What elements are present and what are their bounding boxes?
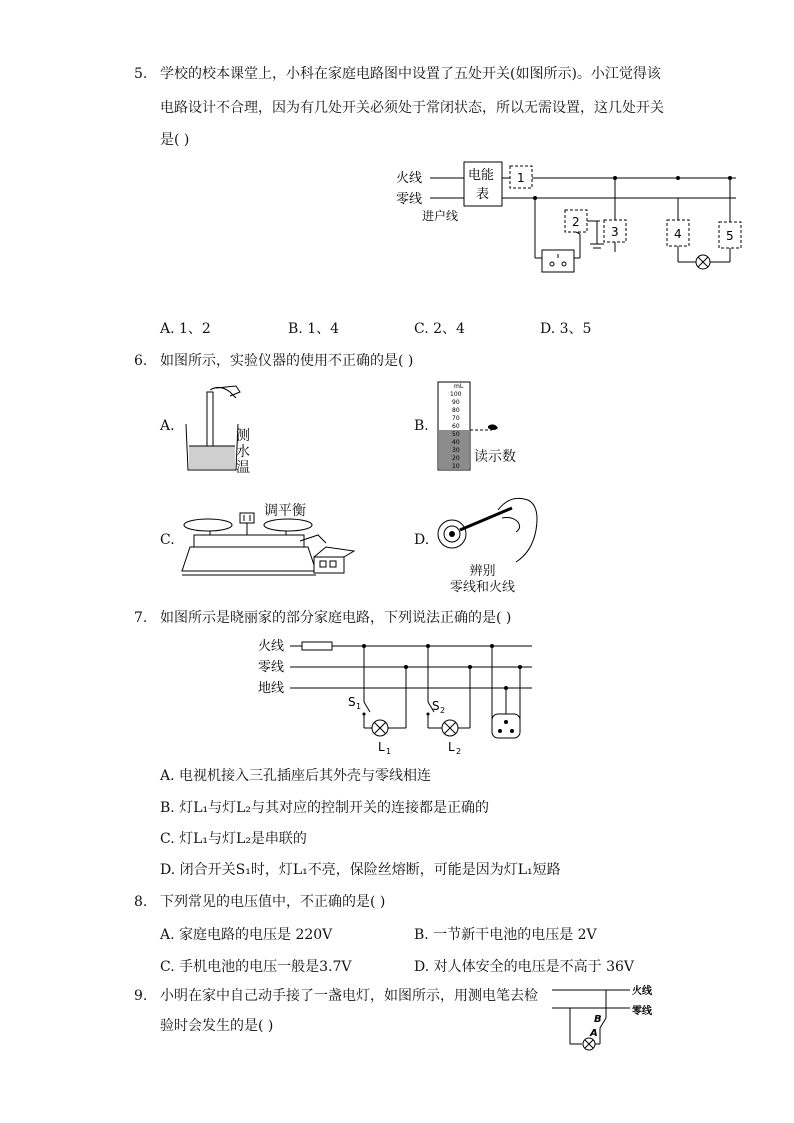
svg-text:1: 1 — [356, 702, 362, 711]
svg-text:A: A — [590, 1028, 598, 1039]
fuse — [302, 642, 332, 650]
q6-option-a-label[interactable]: A. — [160, 418, 175, 434]
q7-option-d[interactable]: D. 闭合开关S₁时，灯L₁不亮，保险丝熔断，可能是因为灯L₁短路 — [160, 862, 561, 878]
q7-stem: 如图所示是晓丽家的部分家庭电路，下列说法正确的是( ) — [160, 610, 512, 626]
q8-option-b[interactable]: B. 一节新干电池的电压是 2V — [414, 927, 597, 943]
q6-option-c-caption: 调平衡 — [264, 503, 306, 519]
q8-option-c[interactable]: C. 手机电池的电压一般是3.7V — [160, 959, 352, 975]
q5-meter-label: 电能 — [468, 168, 495, 183]
svg-text:10: 10 — [452, 463, 460, 470]
q9-line-1: 小明在家中自己动手接了一盏电灯，如图所示，用测电笔去检 — [160, 988, 538, 1004]
q8-option-a[interactable]: A. 家庭电路的电压是 220V — [160, 927, 333, 943]
svg-text:零线: 零线 — [258, 660, 285, 675]
svg-text:70: 70 — [452, 415, 460, 422]
q7-option-b[interactable]: B. 灯L₁与灯L₂与其对应的控制开关的连接都是正确的 — [160, 800, 490, 816]
q9-line-2: 验时会发生的是( ) — [160, 1018, 274, 1034]
q5-line-1: 学校的校本课堂上，小科在家庭电路图中设置了五处开关(如图所示)。小江觉得该 — [160, 66, 661, 82]
svg-text:1: 1 — [386, 747, 392, 756]
svg-text:80: 80 — [452, 407, 460, 414]
svg-text:S: S — [432, 699, 440, 713]
svg-text:mL: mL — [454, 383, 464, 390]
q9-circuit-figure — [546, 978, 662, 1058]
svg-text:1: 1 — [517, 171, 525, 185]
q7-option-a[interactable]: A. 电视机接入三孔插座后其外壳与零线相连 — [160, 768, 432, 784]
q6-option-d-caption: 辨别 零线和火线 — [450, 564, 516, 595]
svg-text:2: 2 — [456, 747, 462, 756]
q7-number: 7. — [134, 610, 148, 626]
svg-text:20: 20 — [452, 455, 460, 462]
q6-option-b-caption: 读示数 — [474, 449, 516, 465]
q6-option-b-label[interactable]: B. — [414, 418, 429, 434]
q5-option-d[interactable]: D. 3、5 — [540, 321, 592, 337]
q5-option-b[interactable]: B. 1、4 — [288, 321, 340, 337]
q7-circuit-figure — [256, 634, 546, 762]
svg-text:火线: 火线 — [258, 639, 285, 654]
q5-option-c[interactable]: C. 2、4 — [414, 321, 465, 337]
q5-number: 5. — [134, 66, 148, 82]
svg-text:50: 50 — [452, 431, 460, 438]
svg-text:100: 100 — [450, 391, 462, 398]
svg-text:40: 40 — [452, 439, 460, 446]
q8-stem: 下列常见的电压值中，不正确的是( ) — [160, 894, 386, 910]
q8-number: 8. — [134, 894, 148, 910]
svg-text:2: 2 — [572, 215, 580, 229]
q5-entry-label: 进户线 — [422, 209, 459, 223]
svg-text:3: 3 — [611, 225, 619, 239]
svg-text:L: L — [378, 740, 385, 754]
svg-text:火线: 火线 — [632, 986, 652, 997]
q6-option-d-label[interactable]: D. — [414, 532, 430, 548]
svg-text:地线: 地线 — [258, 681, 285, 696]
q5-meter-label-2: 表 — [476, 187, 490, 202]
q5-live-label: 火线 — [396, 171, 423, 186]
q6-option-c-label[interactable]: C. — [160, 532, 175, 548]
q5-option-a[interactable]: A. 1、2 — [160, 321, 211, 337]
q5-circuit-figure — [390, 158, 750, 283]
svg-text:90: 90 — [452, 399, 460, 406]
q9-number: 9. — [134, 988, 148, 1004]
q6-option-a-caption: 测 水 温 — [236, 428, 250, 476]
svg-text:30: 30 — [452, 447, 460, 454]
q7-option-c[interactable]: C. 灯L₁与灯L₂是串联的 — [160, 831, 307, 847]
q6-test-pen-figure — [432, 486, 547, 566]
svg-text:60: 60 — [452, 423, 460, 430]
svg-text:L: L — [448, 740, 455, 754]
svg-text:4: 4 — [674, 227, 682, 241]
q5-socket — [542, 250, 574, 272]
q5-neutral-label: 零线 — [396, 192, 423, 207]
svg-text:S: S — [348, 695, 356, 709]
q8-option-d[interactable]: D. 对人体安全的电压是不高于 36V — [414, 959, 635, 975]
three-pin-socket — [492, 714, 520, 738]
q6-balance-figure — [180, 505, 360, 580]
svg-text:2: 2 — [440, 706, 446, 715]
q6-stem: 如图所示，实验仪器的使用不正确的是( ) — [160, 353, 414, 369]
svg-text:零线: 零线 — [632, 1006, 652, 1017]
q5-line-3: 是( ) — [160, 132, 190, 148]
svg-text:B: B — [594, 1014, 602, 1025]
q5-line-2: 电路设计不合理，因为有几处开关必须处于常闭状态，所以无需设置，这几处开关 — [160, 100, 664, 116]
svg-text:5: 5 — [726, 229, 734, 243]
q6-number: 6. — [134, 353, 148, 369]
